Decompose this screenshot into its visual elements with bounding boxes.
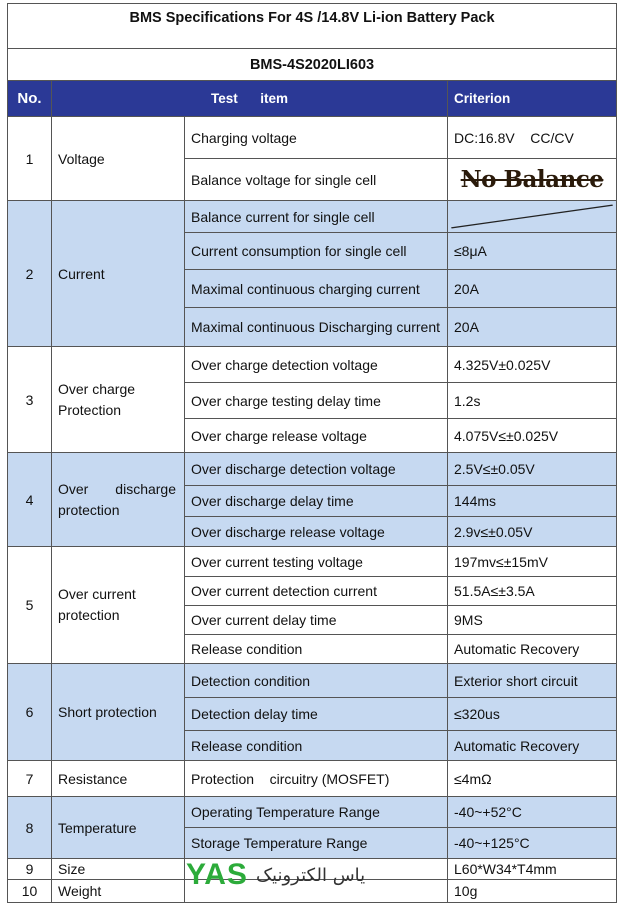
- row-item: Over charge testing delay time: [185, 383, 448, 419]
- header-test-item: Test item: [52, 81, 448, 117]
- row-value: L60*W34*T4mm: [448, 859, 617, 880]
- row-item: Current consumption for single cell: [185, 233, 448, 270]
- row-value: Exterior short circuit: [448, 664, 617, 698]
- table-row: [8, 347, 617, 383]
- row-value: -40~+125°C: [448, 828, 617, 859]
- header-row: [8, 81, 617, 117]
- row-item: Over charge detection voltage: [185, 347, 448, 383]
- row-group: Temperature: [52, 797, 185, 859]
- row-group: Weight: [52, 880, 185, 903]
- row-item: Over discharge delay time: [185, 486, 448, 517]
- row-group: Resistance: [52, 761, 185, 797]
- row-no: 9: [8, 859, 52, 880]
- row-value: -40~+52°C: [448, 797, 617, 828]
- empty-value-slash: [448, 201, 617, 233]
- row-value: Automatic Recovery: [448, 635, 617, 664]
- row-value: 51.5A≤±3.5A: [448, 577, 617, 606]
- row-no: 6: [8, 664, 52, 761]
- row-value: Automatic Recovery: [448, 731, 617, 761]
- table-row: [8, 859, 617, 880]
- row-item: Protection circuitry (MOSFET): [185, 761, 448, 797]
- table-row: [8, 547, 617, 577]
- row-item: Over current delay time: [185, 606, 448, 635]
- row-group: Short protection: [52, 664, 185, 761]
- row-item: Over current detection current: [185, 577, 448, 606]
- row-item: Operating Temperature Range: [185, 797, 448, 828]
- row-no: 4: [8, 453, 52, 547]
- header-no: No.: [8, 81, 52, 117]
- row-group: Voltage: [52, 117, 185, 201]
- row-item: Detection condition: [185, 664, 448, 698]
- row-value: 1.2s: [448, 383, 617, 419]
- row-item: Over discharge detection voltage: [185, 453, 448, 486]
- row-group: Over discharge protection: [52, 453, 185, 547]
- row-item: Release condition: [185, 731, 448, 761]
- row-item: Balance voltage for single cell: [185, 159, 448, 201]
- row-value: 9MS: [448, 606, 617, 635]
- row-item: Detection delay time: [185, 698, 448, 731]
- row-item: Charging voltage: [185, 117, 448, 159]
- row-no: 5: [8, 547, 52, 664]
- row-no: 3: [8, 347, 52, 453]
- row-item: Maximal continuous charging current: [185, 270, 448, 308]
- row-value: 4.075V≤±0.025V: [448, 419, 617, 453]
- row-no: 10: [8, 880, 52, 903]
- table-row: [8, 664, 617, 698]
- row-no: 7: [8, 761, 52, 797]
- row-value: DC:16.8V CC/CV: [448, 117, 617, 159]
- row-value: ≤320us: [448, 698, 617, 731]
- row-value: 144ms: [448, 486, 617, 517]
- row-item: Over current testing voltage: [185, 547, 448, 577]
- row-value: ≤4mΩ: [448, 761, 617, 797]
- row-value: 4.325V±0.025V: [448, 347, 617, 383]
- bms-spec-table: [7, 3, 617, 903]
- header-criterion: Criterion: [448, 81, 617, 117]
- table-row: [8, 761, 617, 797]
- watermark-text: یاس الکترونیک: [255, 864, 366, 886]
- table-row: [8, 201, 617, 233]
- no-balance-stamp: No Balance: [448, 159, 617, 201]
- row-item: Storage Temperature Range: [185, 828, 448, 859]
- row-group: Over current protection: [52, 547, 185, 664]
- row-value: 2.5V≤±0.05V: [448, 453, 617, 486]
- table-row: [8, 880, 617, 903]
- table-row: [8, 797, 617, 828]
- row-no: 8: [8, 797, 52, 859]
- row-value: 2.9v≤±0.05V: [448, 517, 617, 547]
- table-title: BMS Specifications For 4S /14.8V Li-ion Battery Pack: [8, 4, 617, 49]
- row-item: Over discharge release voltage: [185, 517, 448, 547]
- row-value: 20A: [448, 270, 617, 308]
- row-group: Over charge Protection: [52, 347, 185, 453]
- table-row: [8, 453, 617, 486]
- watermark-logo: YAS: [186, 858, 248, 891]
- row-item: [185, 859, 448, 880]
- row-group: Current: [52, 201, 185, 347]
- model-number: BMS-4S2020LI603: [8, 49, 617, 81]
- row-no: 1: [8, 117, 52, 201]
- table-row: [8, 117, 617, 159]
- row-value: 20A: [448, 308, 617, 347]
- row-value: 10g: [448, 880, 617, 903]
- row-item: Balance current for single cell: [185, 201, 448, 233]
- row-item: Release condition: [185, 635, 448, 664]
- row-item: Maximal continuous Discharging current: [185, 308, 448, 347]
- row-item: Over charge release voltage: [185, 419, 448, 453]
- row-group: Size: [52, 859, 185, 880]
- row-value: 197mv≤±15mV: [448, 547, 617, 577]
- row-no: 2: [8, 201, 52, 347]
- row-item: [185, 880, 448, 903]
- row-value: ≤8μA: [448, 233, 617, 270]
